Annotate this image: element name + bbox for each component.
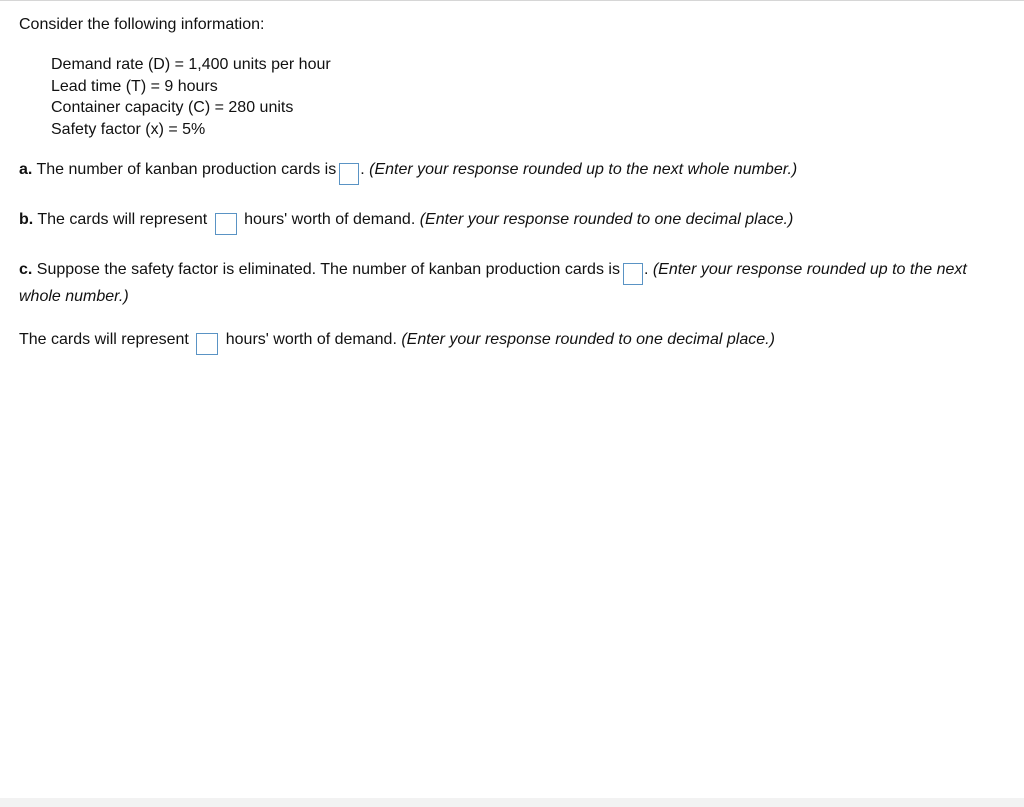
question-content bbox=[19, 14, 1004, 355]
bottom-band bbox=[0, 798, 1024, 807]
kanban-cards-no-safety-answer-input[interactable] bbox=[623, 263, 643, 285]
question-c-label: c. bbox=[19, 261, 33, 278]
question-b-after: hours' worth of demand. bbox=[244, 211, 416, 228]
demand-rate-item: Demand rate (D) = 1,400 units per hour bbox=[51, 56, 331, 73]
question-c-followup bbox=[19, 328, 1004, 355]
hours-demand-answer-input[interactable] bbox=[215, 213, 237, 235]
question-b-text: The cards will represent bbox=[33, 211, 208, 228]
question-c-followup-text: The cards will represent bbox=[19, 331, 189, 348]
question-c-period: . bbox=[643, 261, 649, 278]
top-divider bbox=[0, 0, 1024, 1]
intro-text: Consider the following information: bbox=[19, 16, 265, 33]
question-a-text: The number of kanban production cards is bbox=[32, 161, 337, 178]
question-b bbox=[19, 208, 1004, 235]
question-c-followup-after: hours' worth of demand. bbox=[225, 331, 397, 348]
question-a-label: a. bbox=[19, 161, 33, 178]
hours-demand-no-safety-answer-input[interactable] bbox=[196, 333, 218, 355]
question-c-followup-hint: (Enter your response rounded to one decimal place.) bbox=[396, 331, 775, 348]
question-b-hint: (Enter your response rounded to one decimal place.) bbox=[415, 211, 794, 228]
question-a-period: . bbox=[360, 161, 365, 178]
question-c bbox=[19, 258, 1004, 309]
question-a bbox=[19, 158, 1004, 185]
safety-factor-item: Safety factor (x) = 5% bbox=[51, 120, 206, 138]
question-c-text: Suppose the safety factor is eliminated. The number of kanban production cards is bbox=[32, 261, 620, 278]
container-capacity-item: Container capacity (C) = 280 units bbox=[51, 99, 294, 116]
kanban-cards-answer-input[interactable] bbox=[339, 163, 359, 185]
question-a-hint: (Enter your response rounded up to the next whole number.) bbox=[364, 161, 798, 178]
question-b-label: b. bbox=[19, 211, 34, 228]
given-information-list bbox=[51, 54, 1004, 140]
lead-time-item: Lead time (T) = 9 hours bbox=[51, 77, 218, 95]
question-c-hint: (Enter your response rounded up to the next whole number.) bbox=[19, 261, 967, 305]
